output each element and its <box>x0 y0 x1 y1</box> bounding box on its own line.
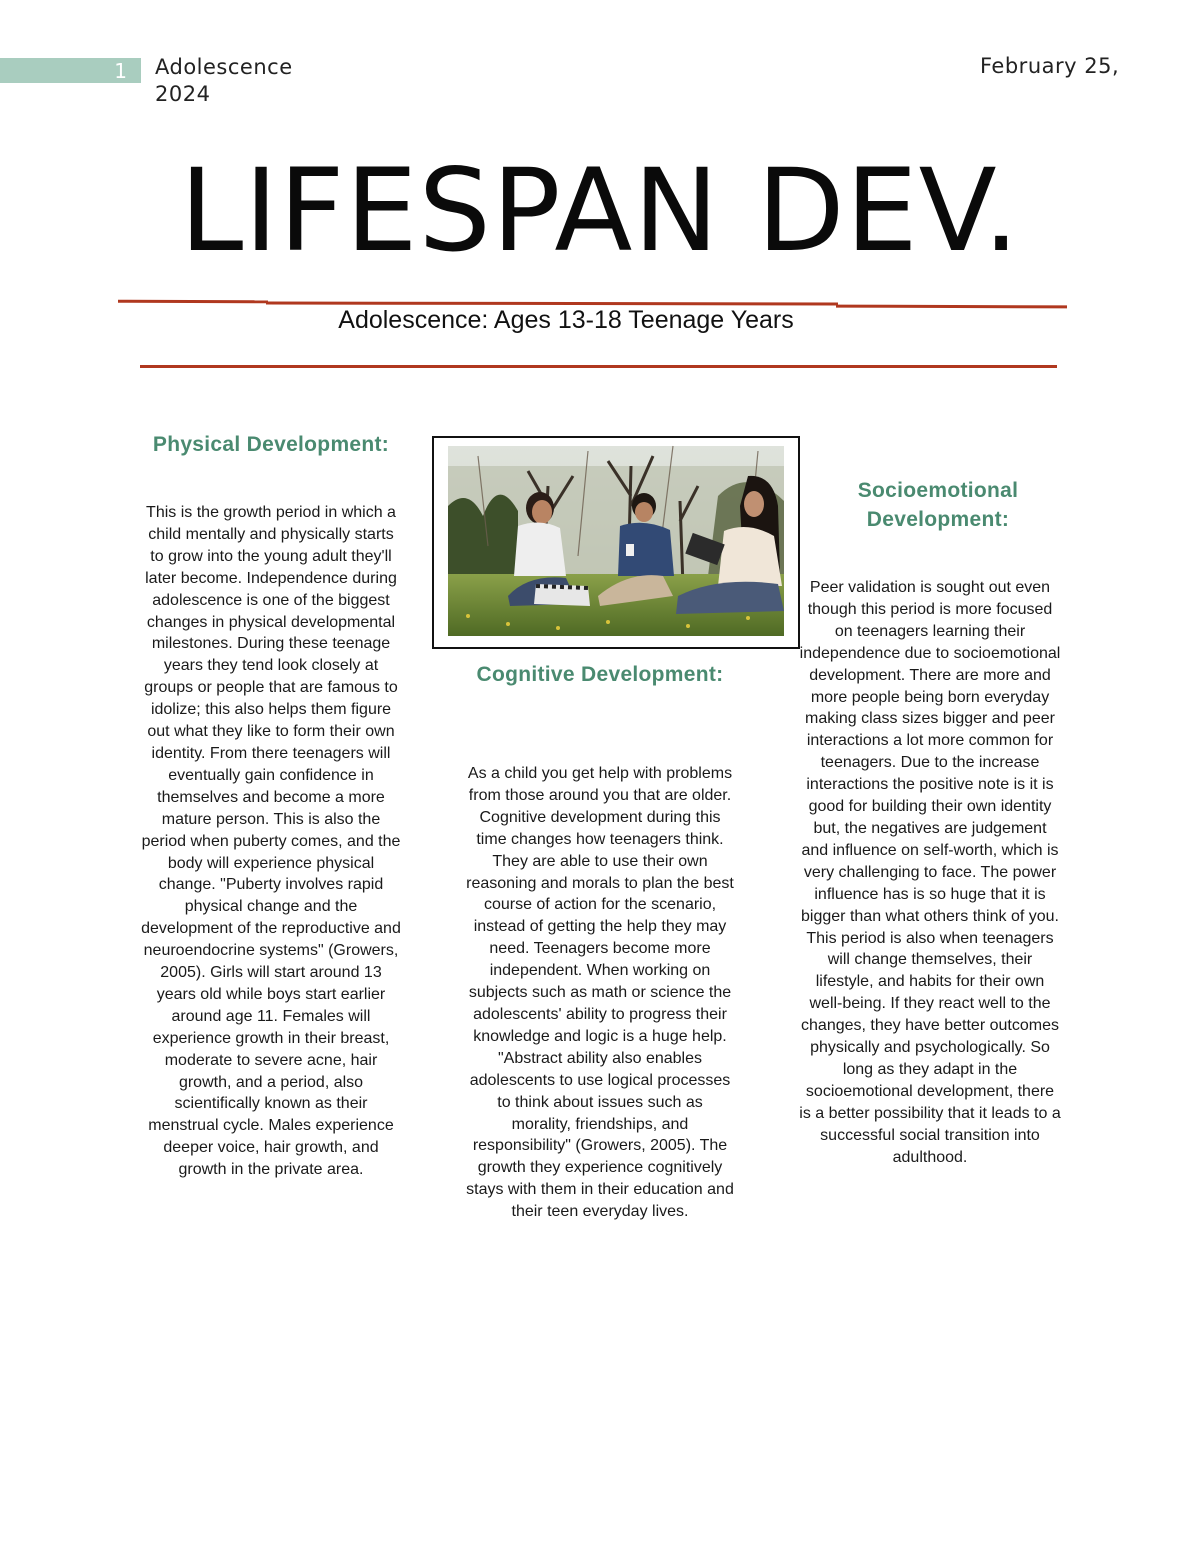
socioemotional-heading: Socioemotional Development: <box>857 479 1019 531</box>
cognitive-heading-block <box>470 660 730 689</box>
page-title: LIFESPAN DEV. <box>179 144 1021 277</box>
photo-of-teenagers-studying-outdoors <box>448 446 784 636</box>
cognitive-body-block <box>466 763 734 1223</box>
socioemotional-body: Peer validation is sought out even though this period is more focused on teenagers learning their independence due to socioemotional development. There are more and more people being born everyday making class sizes bigger and peer interactions a lot more common for teenagers. Due to the increase interactions the positive note is it is good for building their own identity but, the negatives are judgement and influence on self-worth, which is very challenging to face. The power influence has is so huge that it is bigger than what others think of you. This period is also when teenagers will change themselves, their lifestyle, and habits for their own well-being. If they react well to the changes, they have better outcomes physically and psychologically. So long as they adapt in the socioemotional development, there is a better possibility that it leads to a successful social transition into adulthood. <box>799 579 1061 1166</box>
page-number: 1 <box>114 59 127 83</box>
socioemotional-heading-block <box>808 476 1068 534</box>
header-title: Adolescence 2024 <box>155 55 293 106</box>
physical-body: This is the growth period in which a child mentally and physically starts to grow into the young adult they'll later become. Independence during adolescence is one of the biggest changes in physical developmental milestones. During these teenage years they tend look closely at groups or people that are famous to idolize; this also helps them figure out what they like to form their own identity. From there teenagers will eventually gain confidence in themselves and become a more mature person. This is also the period when puberty comes, and the body will experience physical change. "Puberty involves rapid physical change and the development of the reproductive and neuroendocrine systems" (Growers, 2005). Girls will start around 13 years old while boys start earlier around age 11. Females will experience growth in their breast, moderate to severe acne, hair growth, and a period, also scientifically known as their menstrual cycle. Males experience deeper voice, hair growth, and growth in the private area. <box>141 504 401 1179</box>
page-number-bar <box>0 58 141 83</box>
header-date: February 25, <box>980 54 1120 78</box>
cognitive-body: As a child you get help with problems from those around you that are older. Cognitive development during this time changes how teenagers think. They are able to use their own reasoning and morals to plan the best course of action for the scenario, instead of getting the help they may need. Teenagers become more independent. When working on subjects such as math or science the adolescents' ability to progress their knowledge and logic is a huge help. "Abstract ability also enables adolescents to use logical processes to think about issues such as morality, friendships, and responsibility" (Growers, 2005). The growth they experience cognitively stays with them in their education and their teen everyday lives. <box>466 765 734 1221</box>
socioemotional-body-block <box>799 577 1061 1168</box>
subtitle: Adolescence: Ages 13-18 Teenage Years <box>338 306 794 334</box>
photo-frame <box>432 436 800 649</box>
cognitive-heading: Cognitive Development: <box>476 663 724 686</box>
physical-column <box>140 0 402 1553</box>
physical-heading: Physical Development: <box>152 433 390 456</box>
